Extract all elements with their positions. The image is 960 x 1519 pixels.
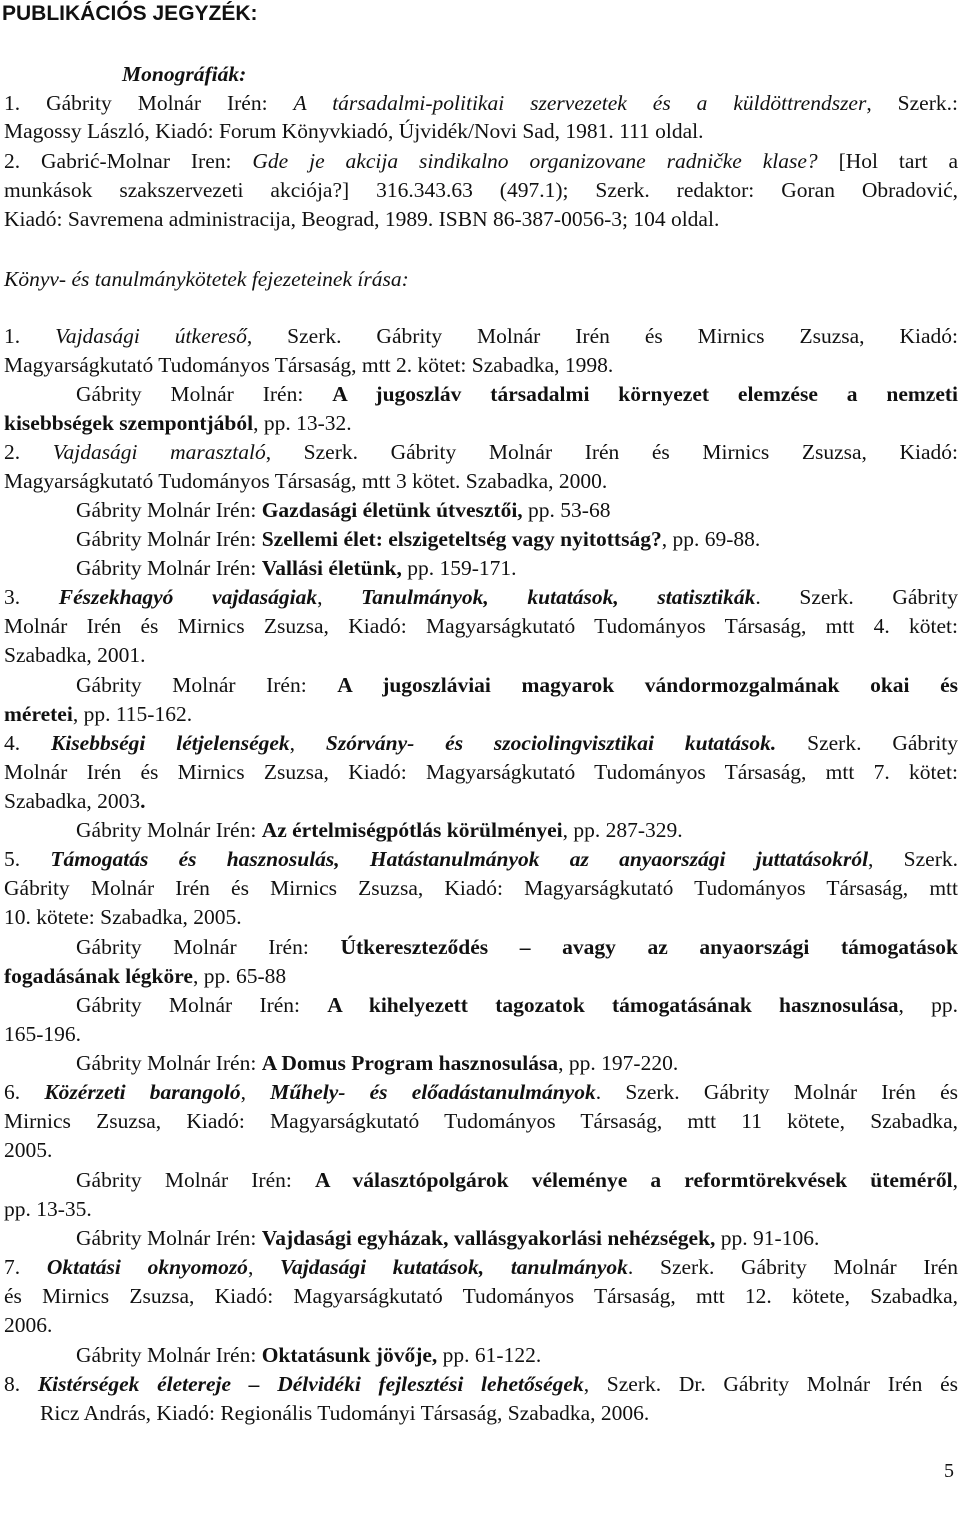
text-line — [4, 1370, 958, 1398]
text-line — [4, 845, 958, 873]
text-segment: A jugoszláviai magyarok vándormozgalmának okai és — [337, 673, 958, 697]
text-segment: Gábrity Molnár Irén: — [76, 1343, 262, 1367]
text-segment: Műhely- és előadástanulmányok — [270, 1080, 596, 1104]
text-segment: A társadalmi-politikai szervezetek és a küldöttrendszer — [293, 91, 867, 115]
text-line — [4, 700, 958, 728]
text-segment: , — [952, 1168, 958, 1192]
text-segment: pp. 13-35. — [4, 1197, 92, 1221]
text-segment: 2005. — [4, 1138, 53, 1162]
text-segment: méretei — [4, 702, 73, 726]
text-segment: 165-196. — [4, 1022, 82, 1046]
text-segment: Tanulmányok, kutatások, statisztikák — [361, 585, 756, 609]
text-segment: Az értelmiségpótlás körülményei — [261, 818, 563, 842]
text-line — [76, 1166, 958, 1194]
text-segment: , — [240, 1080, 271, 1104]
text-line — [4, 583, 958, 611]
page-number: 5 — [944, 1460, 954, 1482]
text-line — [4, 117, 958, 145]
text-line — [4, 322, 958, 350]
text-segment: Szellemi élet: elszigeteltség vagy nyitottság? — [261, 527, 662, 551]
page-title: PUBLIKÁCIÓS JEGYZÉK: — [2, 2, 258, 25]
text-segment: A kihelyezett tagozatok támogatásának hasznosulása — [327, 993, 899, 1017]
text-segment: , Szerk. Dr. Gábrity Molnár Irén és — [583, 1372, 959, 1396]
text-segment: Oktatásunk jövője, — [261, 1343, 438, 1367]
text-line — [76, 1224, 958, 1252]
text-segment: Ricz András, Kiadó: Regionális Tudományi Társaság, Szabadka, 2006. — [40, 1401, 650, 1425]
text-segment: Szabadka, 2001. — [4, 643, 146, 667]
text-line — [76, 525, 958, 553]
text-segment: A jugoszláv társadalmi környezet elemzése a nemzeti — [332, 382, 958, 406]
text-line — [4, 205, 958, 233]
text-line — [76, 816, 958, 844]
text-line — [4, 89, 958, 117]
text-segment: 2. — [4, 440, 53, 464]
text-segment: Gábrity Molnár Irén: — [76, 527, 262, 551]
text-line — [76, 380, 958, 408]
text-line — [4, 409, 958, 437]
text-segment: pp. 61-122. — [437, 1343, 542, 1367]
text-segment: Magyarságkutató Tudományos Társaság, mtt 3 kötet. Szabadka, 2000. — [4, 469, 608, 493]
text-segment: 2. Gabrić-Molnar Iren: — [4, 149, 253, 173]
text-segment: Szerk. Gábrity — [776, 731, 959, 755]
text-line — [4, 351, 958, 379]
text-segment: , — [317, 585, 362, 609]
text-segment: 7. — [4, 1255, 47, 1279]
text-segment: Gábrity Molnár Irén: — [76, 935, 341, 959]
text-segment: 4. — [4, 731, 51, 755]
text-segment: fogadásának légköre — [4, 964, 193, 988]
text-segment: A választópolgárok véleménye a reformtörekvések üteméről — [315, 1168, 953, 1192]
text-segment: Vallási életünk, — [261, 556, 402, 580]
text-line — [76, 554, 958, 582]
text-line — [76, 671, 958, 699]
text-segment: , Szerk. — [868, 847, 958, 871]
text-segment: Gábrity Molnár Irén és Mirnics Zsuzsa, Kiadó: Magyarságkutató Tudományos Társaság, mtt — [4, 876, 958, 900]
text-line — [4, 438, 958, 466]
text-segment: 1. Gábrity Molnár Irén: — [4, 91, 294, 115]
text-segment: , — [289, 731, 326, 755]
text-line — [4, 612, 958, 640]
text-segment: Magyarságkutató Tudományos Társaság, mtt 2. kötet: Szabadka, 1998. — [4, 353, 614, 377]
text-segment: Kisebbségi létjelenségek — [51, 731, 290, 755]
text-segment: Gábrity Molnár Irén: — [76, 1168, 316, 1192]
text-segment: Kiadó: Savremena administracija, Beograd, 1989. ISBN 86-387-0056-3; 104 oldal. — [4, 207, 720, 231]
text-segment: kisebbségek szempontjából — [4, 411, 254, 435]
text-segment: Útkereszteződés – avagy az anyaországi támogatások — [340, 935, 958, 959]
text-segment: Mirnics Zsuzsa, Kiadó: Magyarságkutató Tudományos Társaság, mtt 11 kötete, Szabadka, — [4, 1109, 958, 1133]
text-segment: , pp. 197-220. — [558, 1051, 679, 1075]
text-line — [4, 1282, 958, 1310]
text-line — [76, 1341, 958, 1369]
text-segment: . Szerk. Gábrity Molnár Irén — [627, 1255, 958, 1279]
text-line — [4, 265, 958, 293]
text-line — [40, 1399, 958, 1427]
text-segment: Közérzeti barangoló — [44, 1080, 241, 1104]
text-line — [4, 467, 958, 495]
text-segment: Vajdasági útkereső — [55, 324, 247, 348]
text-segment: Gábrity Molnár Irén: — [76, 1051, 262, 1075]
text-segment: Vajdasági egyházak, vallásgyakorlási nehézségek, — [261, 1226, 716, 1250]
text-segment: Gábrity Molnár Irén: — [76, 673, 338, 697]
text-line — [4, 1253, 958, 1281]
text-segment: Vajdasági marasztaló — [52, 440, 266, 464]
text-line — [122, 60, 958, 88]
text-segment: A Domus Program hasznosulása — [261, 1051, 559, 1075]
text-line — [4, 147, 958, 175]
text-segment: Könyv- és tanulmánykötetek fejezeteinek írása: — [4, 267, 409, 291]
text-line — [4, 641, 958, 669]
text-segment: Molnár Irén és Mirnics Zsuzsa, Kiadó: Magyarságkutató Tudományos Társaság, mtt 7. kötet: — [4, 760, 958, 784]
text-segment: . — [140, 789, 146, 813]
text-segment: , Szerk. Gábrity Molnár Irén és Mirnics Zsuzsa, Kiadó: — [265, 440, 959, 464]
text-segment: Gábrity Molnár Irén: — [76, 818, 262, 842]
text-segment: [Hol tart a — [817, 149, 958, 173]
text-segment: , Szerk.: — [866, 91, 958, 115]
text-line — [4, 962, 958, 990]
text-line — [76, 1049, 958, 1077]
text-segment: 5. — [4, 847, 51, 871]
text-segment: 10. kötete: Szabadka, 2005. — [4, 905, 242, 929]
text-segment: , pp. 69-88. — [661, 527, 761, 551]
text-segment: Gábrity Molnár Irén: — [76, 993, 328, 1017]
text-segment: Szórvány- és szociolingvisztikai kutatások. — [325, 731, 777, 755]
text-segment: Támogatás és hasznosulás, Hatástanulmányok az anyaországi juttatásokról — [50, 847, 869, 871]
text-segment: Oktatási oknyomozó — [46, 1255, 248, 1279]
text-line — [4, 874, 958, 902]
text-segment: Gazdasági életünk útvesztői, — [261, 498, 523, 522]
text-segment: . Szerk. Gábrity Molnár Irén és — [595, 1080, 958, 1104]
text-line — [4, 1136, 958, 1164]
text-segment: Szabadka, 2003 — [4, 789, 141, 813]
text-segment: , pp. 65-88 — [192, 964, 287, 988]
text-line — [4, 1107, 958, 1135]
text-segment: Monográfiák: — [122, 62, 247, 86]
text-segment: Gábrity Molnár Irén: — [76, 556, 262, 580]
text-segment: 1. — [4, 324, 56, 348]
text-segment: , pp. 13-32. — [253, 411, 352, 435]
text-segment: , pp. — [898, 993, 959, 1017]
text-segment: pp. 53-68 — [522, 498, 611, 522]
text-line — [76, 933, 958, 961]
text-segment: Gábrity Molnár Irén: — [76, 498, 262, 522]
text-segment: 6. — [4, 1080, 45, 1104]
text-line — [76, 991, 958, 1019]
text-segment: , Szerk. Gábrity Molnár Irén és Mirnics Zsuzsa, Kiadó: — [246, 324, 959, 348]
text-segment: és Mirnics Zsuzsa, Kiadó: Magyarságkutató Tudományos Társaság, mtt 12. kötete, Szabadka, — [4, 1284, 958, 1308]
text-segment: Gábrity Molnár Irén: — [76, 382, 333, 406]
text-line — [4, 176, 958, 204]
text-segment: 3. — [4, 585, 59, 609]
text-line — [4, 787, 958, 815]
text-line — [4, 1311, 958, 1339]
text-segment: Molnár Irén és Mirnics Zsuzsa, Kiadó: Magyarságkutató Tudományos Társaság, mtt 4. kötet: — [4, 614, 958, 638]
text-segment: . Szerk. Gábrity — [755, 585, 959, 609]
text-line — [76, 496, 958, 524]
text-segment: 2006. — [4, 1313, 53, 1337]
text-segment: pp. 91-106. — [715, 1226, 820, 1250]
text-segment: , — [247, 1255, 281, 1279]
text-line — [4, 729, 958, 757]
text-segment: munkások szakszervezeti akciója?] 316.343.63 (497.1); Szerk. redaktor: Goran Obradović, — [4, 178, 958, 202]
text-line — [4, 1020, 958, 1048]
text-segment: Vajdasági kutatások, tanulmányok — [280, 1255, 628, 1279]
text-line — [4, 1078, 958, 1106]
text-segment: Kistérségek életereje – Délvidéki fejlesztési lehetőségek — [37, 1372, 584, 1396]
text-segment: Gde je akcija sindikalno organizovane radničke klase? — [252, 149, 818, 173]
text-segment: Gábrity Molnár Irén: — [76, 1226, 262, 1250]
text-segment: pp. 159-171. — [401, 556, 517, 580]
text-line — [4, 758, 958, 786]
text-line — [4, 903, 958, 931]
text-segment: , pp. 115-162. — [72, 702, 193, 726]
text-segment: 8. — [4, 1372, 38, 1396]
text-segment: Fészekhagyó vajdaságiak — [58, 585, 318, 609]
text-line — [4, 1195, 958, 1223]
text-segment: , pp. 287-329. — [562, 818, 683, 842]
text-segment: Magossy László, Kiadó: Forum Könyvkiadó, Újvidék/Novi Sad, 1981. 111 oldal. — [4, 119, 704, 143]
